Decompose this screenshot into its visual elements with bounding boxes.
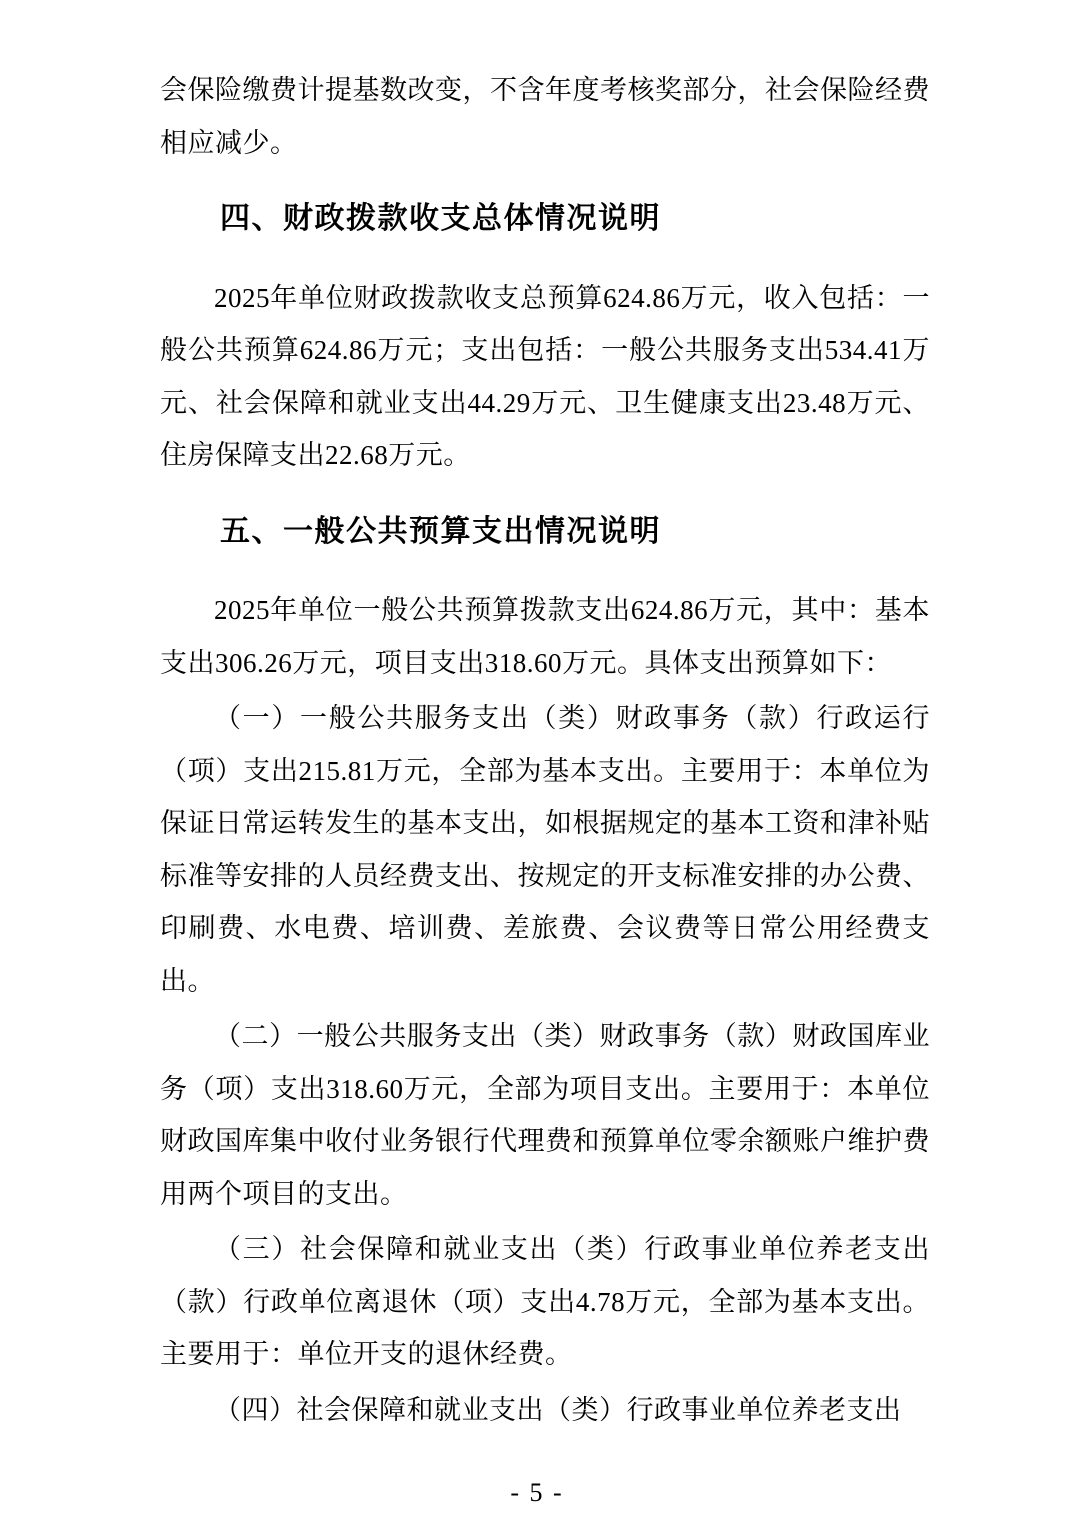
- page-number: - 5 -: [510, 1478, 564, 1507]
- paragraph-item-two: （二）一般公共服务支出（类）财政事务（款）财政国库业务（项）支出318.60万元，全部为项目支出。主要用于：本单位财政国库集中收付业务银行代理费和预算单位零余额账户维护费用两个项目的支出。: [160, 1021, 930, 1209]
- paragraph-fiscal-overview: 2025年单位财政拨款收支总预算624.86万元，收入包括：一般公共预算624.86万元；支出包括：一般公共服务支出534.41万元、社会保障和就业支出44.29万元、卫生健康支出23.48万元、住房保障支出22.68万元。: [160, 282, 930, 470]
- paragraph-item-one: （一）一般公共服务支出（类）财政事务（款）行政运行（项）支出215.81万元，全部为基本支出。主要用于：本单位为保证日常运转发生的基本支出，如根据规定的基本工资和津补贴标准等安排的人员经费支出、按规定的开支标准安排的办公费、印刷费、水电费、培训费、差旅费、会议费等日常公用经费支出。: [160, 703, 930, 996]
- paragraph-budget-expenditure-summary: 2025年单位一般公共预算拨款支出624.86万元，其中：基本支出306.26万元，项目支出318.60万元。具体支出预算如下：: [160, 595, 930, 678]
- document-body: [160, 64, 930, 1439]
- paragraph-item-three: （三）社会保障和就业支出（类）行政事业单位养老支出（款）行政单位离退休（项）支出4.78万元，全部为基本支出。主要用于：单位开支的退休经费。: [160, 1234, 930, 1369]
- paragraph-continuation: 会保险缴费计提基数改变，不含年度考核奖部分，社会保险经费相应减少。: [160, 75, 930, 158]
- section-heading-five: 五、一般公共预算支出情况说明: [220, 514, 661, 548]
- paragraph-item-four: （四）社会保障和就业支出（类）行政事业单位养老支出: [214, 1394, 902, 1425]
- section-heading-four: 四、财政拨款收支总体情况说明: [220, 202, 661, 235]
